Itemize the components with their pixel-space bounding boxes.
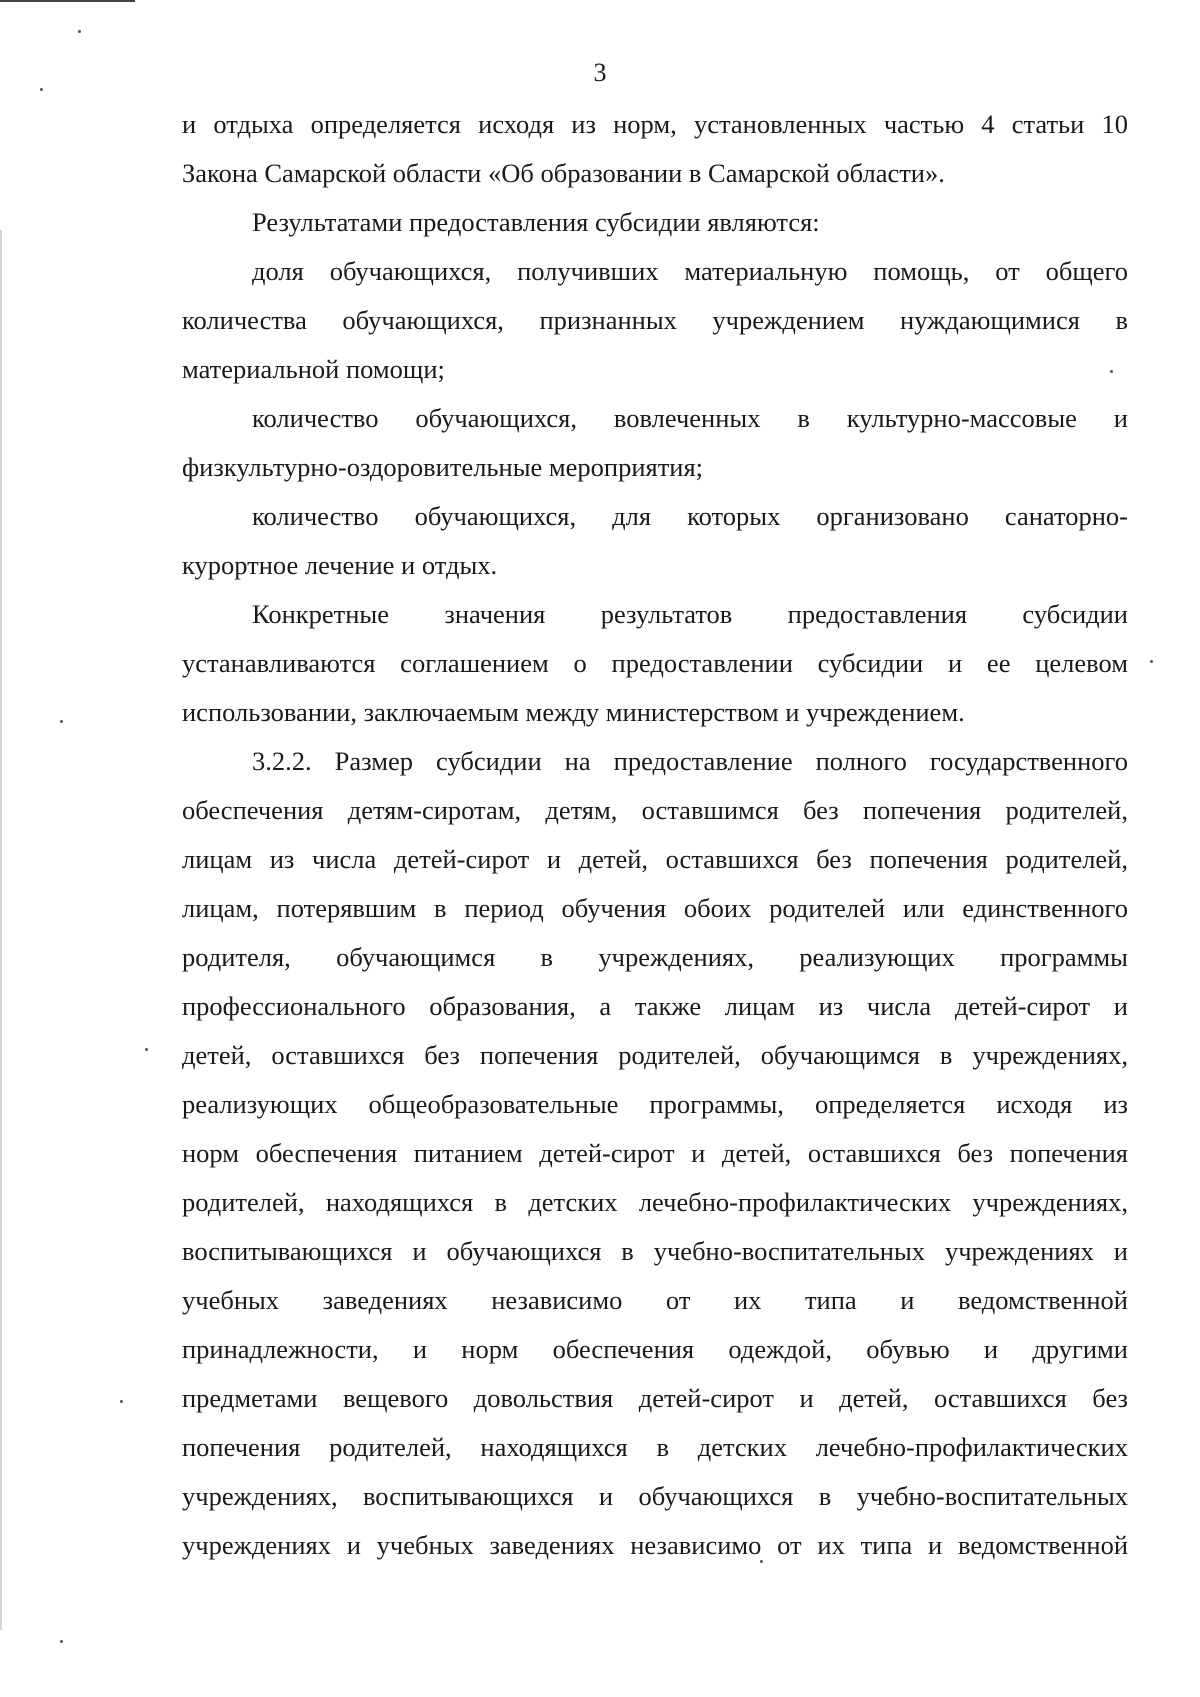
text-line: учреждениях и учебных заведениях независимо от их типа и ведомственной (182, 1530, 1128, 1560)
scan-speck (145, 1048, 148, 1051)
scan-edge-mark (0, 0, 135, 2)
text-line: воспитывающихся и обучающихся в учебно-воспитательных учреждениях и (182, 1236, 1128, 1266)
text-line: обеспечения детям-сиротам, детям, оставшимся без попечения родителей, (182, 795, 1128, 825)
text-line: учреждениях, воспитывающихся и обучающихся в учебно-воспитательных (182, 1481, 1128, 1511)
document-body (182, 100, 1128, 1570)
text-line: и отдыха определяется исходя из норм, установленных частью 4 статьи 10 (182, 109, 1128, 139)
text-line: лицам из числа детей-сирот и детей, оставшихся без попечения родителей, (182, 844, 1128, 874)
text-line: предметами вещевого довольствия детей-сирот и детей, оставшихся без (182, 1383, 1128, 1413)
scan-speck (40, 88, 43, 91)
text-line: количества обучающихся, признанных учреждением нуждающимися в (182, 305, 1128, 335)
text-line: родителей, находящихся в детских лечебно-профилактических учреждениях, (182, 1187, 1128, 1217)
text-line: реализующих общеобразовательные программы, определяется исходя из (182, 1089, 1128, 1119)
scan-left-edge (0, 230, 2, 1630)
text-line: использовании, заключаемым между министерством и учреждением. (182, 697, 965, 727)
scan-speck (760, 1560, 763, 1563)
text-line: количество обучающихся, для которых организовано санаторно- (252, 501, 1128, 531)
text-line: детей, оставшихся без попечения родителей, обучающимся в учреждениях, (182, 1040, 1128, 1070)
text-line: Результатами предоставления субсидии являются: (252, 207, 820, 237)
scan-speck (1110, 370, 1113, 373)
text-line: физкультурно-оздоровительные мероприятия; (182, 452, 704, 482)
text-line: принадлежности, и норм обеспечения одеждой, обувью и другими (182, 1334, 1128, 1364)
scan-speck (120, 1400, 123, 1403)
text-line: профессионального образования, а также лицам из числа детей-сирот и (182, 991, 1128, 1021)
scan-speck (60, 1640, 63, 1643)
text-line: учебных заведениях независимо от их типа и ведомственной (182, 1285, 1128, 1315)
scan-speck (60, 720, 63, 723)
text-line: попечения родителей, находящихся в детских лечебно-профилактических (182, 1432, 1128, 1462)
text-line: лицам, потерявшим в период обучения обоих родителей или единственного (182, 893, 1128, 923)
text-line: 3.2.2. Размер субсидии на предоставление полного государственного (252, 746, 1128, 776)
text-line: родителя, обучающимся в учреждениях, реализующих программы (182, 942, 1128, 972)
text-line: курортное лечение и отдых. (182, 550, 498, 580)
scan-speck (1150, 660, 1153, 663)
text-line: Конкретные значения результатов предоставления субсидии (252, 599, 1128, 629)
text-line: доля обучающихся, получивших материальную помощь, от общего (252, 256, 1128, 286)
page-number: 3 (593, 58, 607, 87)
text-line: устанавливаются соглашением о предоставлении субсидии и ее целевом (182, 648, 1128, 678)
text-line: норм обеспечения питанием детей-сирот и детей, оставшихся без попечения (182, 1138, 1128, 1168)
text-line: материальной помощи; (182, 354, 445, 384)
text-line: количество обучающихся, вовлеченных в культурно-массовые и (252, 403, 1128, 433)
scan-speck (78, 30, 81, 33)
text-line: Закона Самарской области «Об образовании в Самарской области». (182, 158, 945, 188)
